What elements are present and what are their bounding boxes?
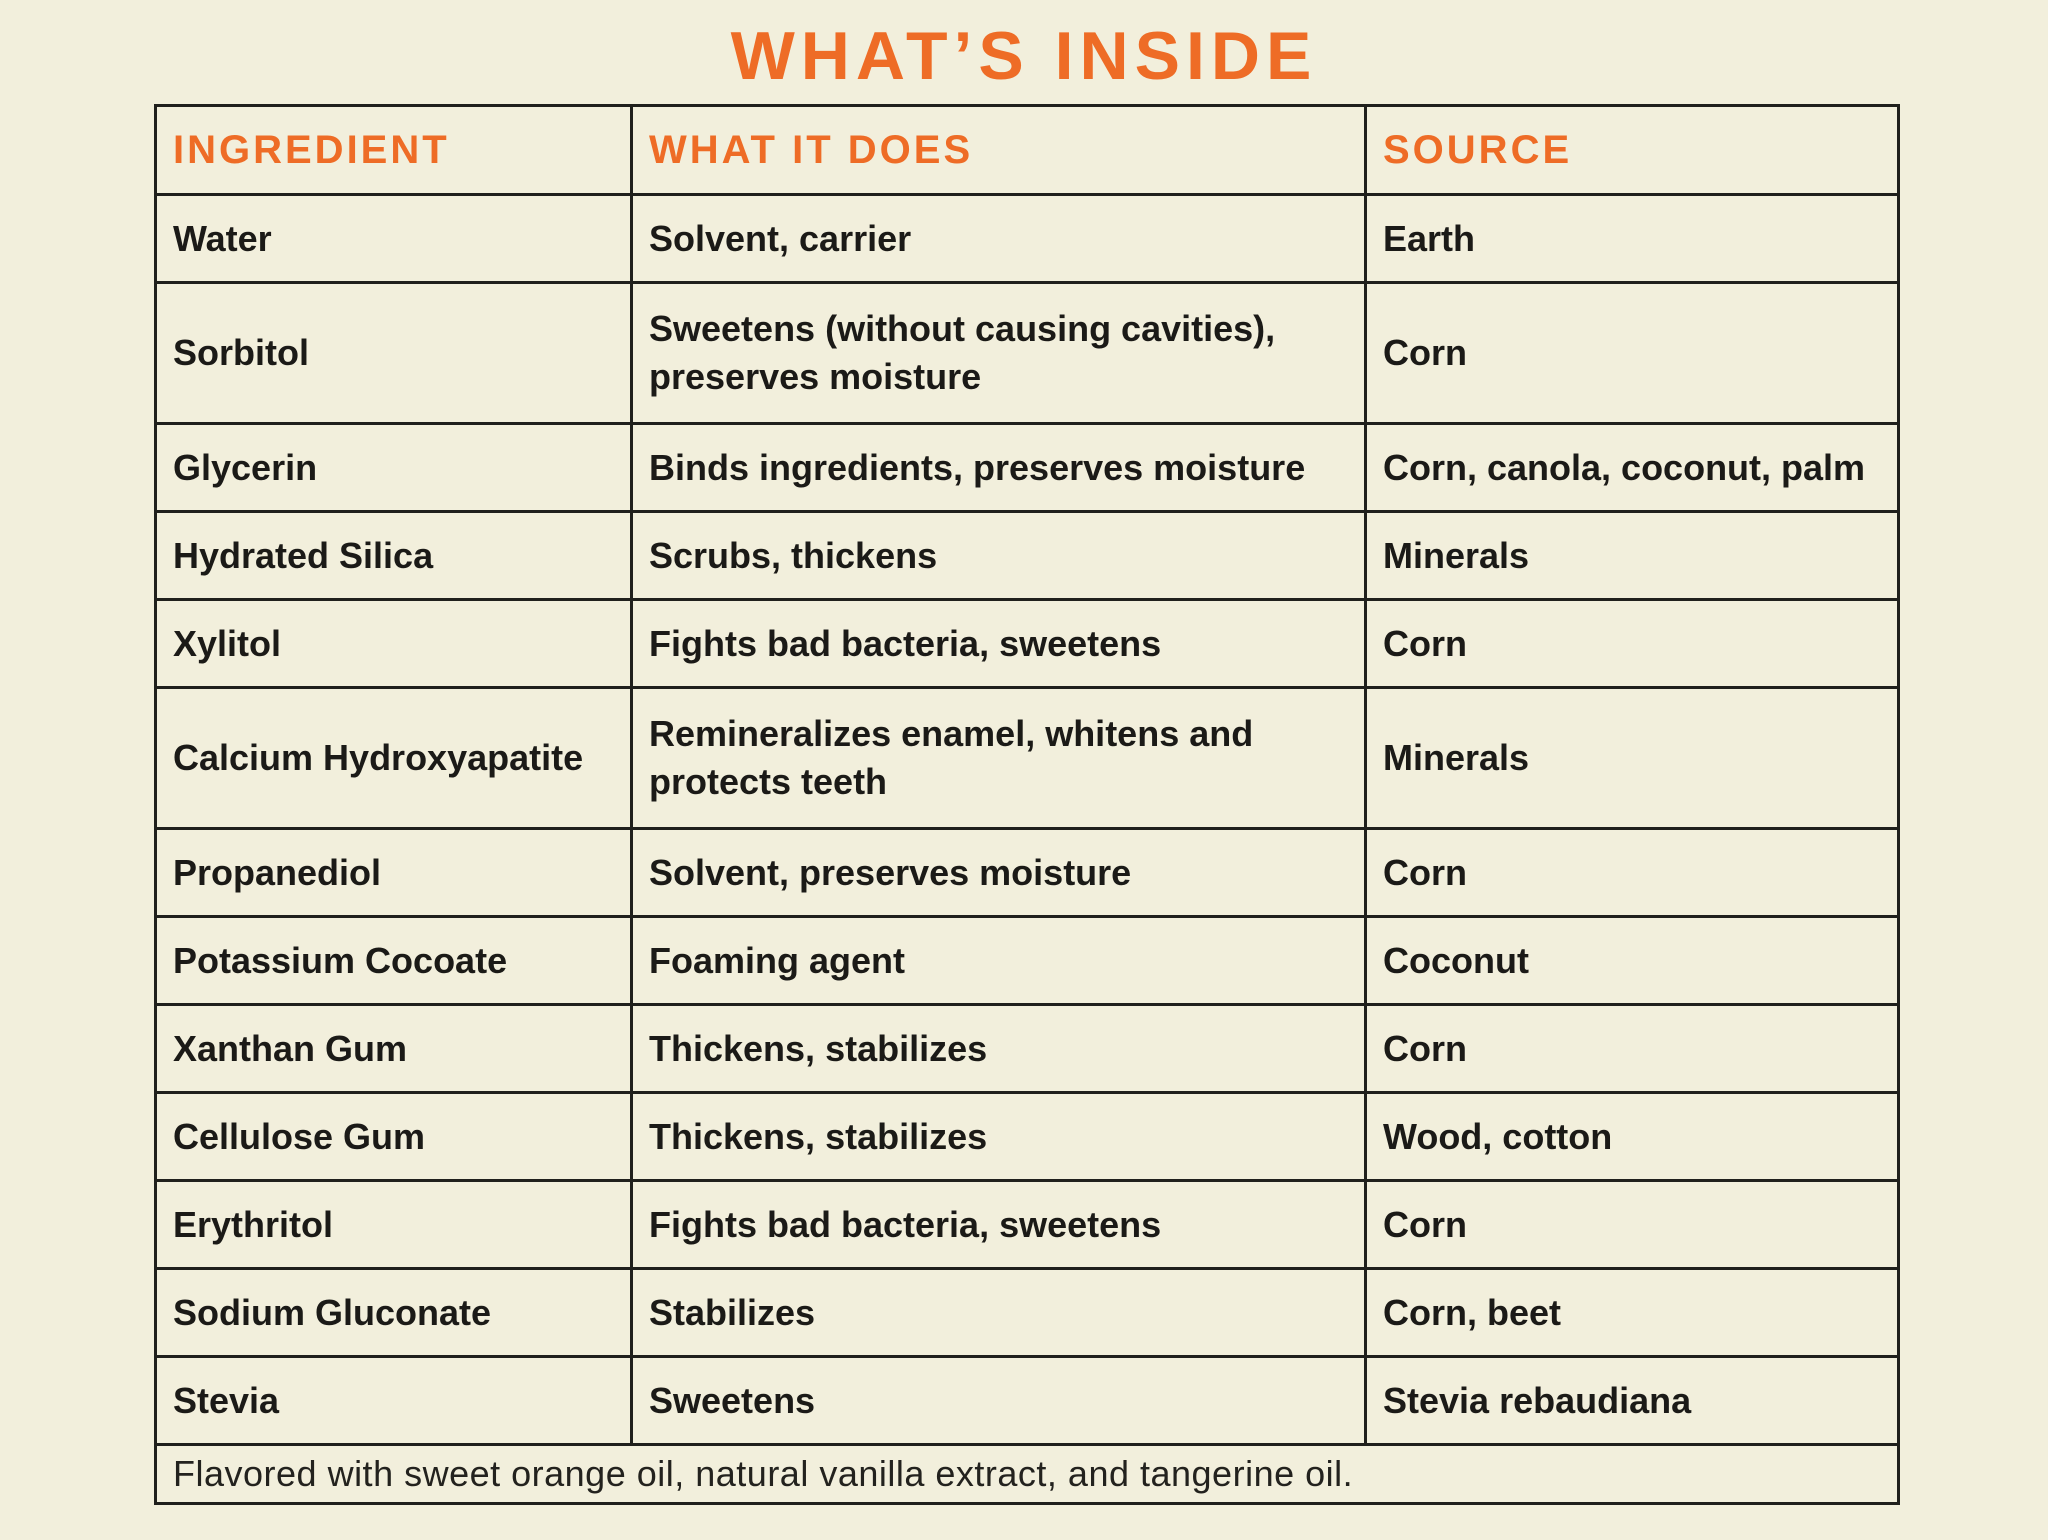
source-cell: Corn bbox=[1366, 600, 1899, 688]
ingredient-cell: Stevia bbox=[156, 1357, 632, 1445]
what-it-does-cell: Solvent, carrier bbox=[632, 195, 1366, 283]
table-row bbox=[156, 512, 1899, 600]
col-header-source: SOURCE bbox=[1366, 106, 1899, 195]
ingredient-cell: Water bbox=[156, 195, 632, 283]
what-it-does-cell: Binds ingredients, preserves moisture bbox=[632, 424, 1366, 512]
table-row bbox=[156, 283, 1899, 424]
what-it-does-cell: Fights bad bacteria, sweetens bbox=[632, 1181, 1366, 1269]
table-row bbox=[156, 917, 1899, 1005]
what-it-does-cell: Foaming agent bbox=[632, 917, 1366, 1005]
ingredient-cell: Xylitol bbox=[156, 600, 632, 688]
source-cell: Coconut bbox=[1366, 917, 1899, 1005]
source-cell: Minerals bbox=[1366, 688, 1899, 829]
ingredient-cell: Propanediol bbox=[156, 829, 632, 917]
what-it-does-cell: Thickens, stabilizes bbox=[632, 1005, 1366, 1093]
ingredient-cell: Cellulose Gum bbox=[156, 1093, 632, 1181]
what-it-does-cell: Solvent, preserves moisture bbox=[632, 829, 1366, 917]
ingredient-cell: Sodium Gluconate bbox=[156, 1269, 632, 1357]
source-cell: Minerals bbox=[1366, 512, 1899, 600]
what-it-does-cell: Stabilizes bbox=[632, 1269, 1366, 1357]
source-cell: Corn bbox=[1366, 283, 1899, 424]
table-row bbox=[156, 1093, 1899, 1181]
ingredient-cell: Sorbitol bbox=[156, 283, 632, 424]
table-row bbox=[156, 424, 1899, 512]
ingredient-cell: Hydrated Silica bbox=[156, 512, 632, 600]
source-cell: Corn bbox=[1366, 1005, 1899, 1093]
source-cell: Earth bbox=[1366, 195, 1899, 283]
col-header-ingredient: INGREDIENT bbox=[156, 106, 632, 195]
footer-row bbox=[156, 1445, 1899, 1504]
ingredient-cell: Calcium Hydroxyapatite bbox=[156, 688, 632, 829]
table-row bbox=[156, 1357, 1899, 1445]
ingredient-cell: Glycerin bbox=[156, 424, 632, 512]
header-row bbox=[156, 106, 1899, 195]
table-row bbox=[156, 600, 1899, 688]
source-cell: Corn bbox=[1366, 1181, 1899, 1269]
what-it-does-cell: Remineralizes enamel, whitens and protects teeth bbox=[632, 688, 1366, 829]
col-header-what-it-does: WHAT IT DOES bbox=[632, 106, 1366, 195]
table-row bbox=[156, 1005, 1899, 1093]
table-row bbox=[156, 829, 1899, 917]
ingredient-cell: Erythritol bbox=[156, 1181, 632, 1269]
ingredients-table bbox=[154, 104, 1900, 1505]
table-row bbox=[156, 688, 1899, 829]
what-it-does-cell: Scrubs, thickens bbox=[632, 512, 1366, 600]
table-row bbox=[156, 195, 1899, 283]
what-it-does-cell: Fights bad bacteria, sweetens bbox=[632, 600, 1366, 688]
page-title: WHAT’S INSIDE bbox=[730, 18, 1318, 94]
source-cell: Stevia rebaudiana bbox=[1366, 1357, 1899, 1445]
table-row bbox=[156, 1181, 1899, 1269]
source-cell: Corn, beet bbox=[1366, 1269, 1899, 1357]
ingredient-cell: Potassium Cocoate bbox=[156, 917, 632, 1005]
what-it-does-cell: Thickens, stabilizes bbox=[632, 1093, 1366, 1181]
table-row bbox=[156, 1269, 1899, 1357]
source-cell: Corn bbox=[1366, 829, 1899, 917]
flavor-note: Flavored with sweet orange oil, natural vanilla extract, and tangerine oil. bbox=[156, 1445, 1899, 1504]
source-cell: Wood, cotton bbox=[1366, 1093, 1899, 1181]
what-it-does-cell: Sweetens (without causing cavities), preserves moisture bbox=[632, 283, 1366, 424]
ingredient-cell: Xanthan Gum bbox=[156, 1005, 632, 1093]
source-cell: Corn, canola, coconut, palm bbox=[1366, 424, 1899, 512]
what-it-does-cell: Sweetens bbox=[632, 1357, 1366, 1445]
